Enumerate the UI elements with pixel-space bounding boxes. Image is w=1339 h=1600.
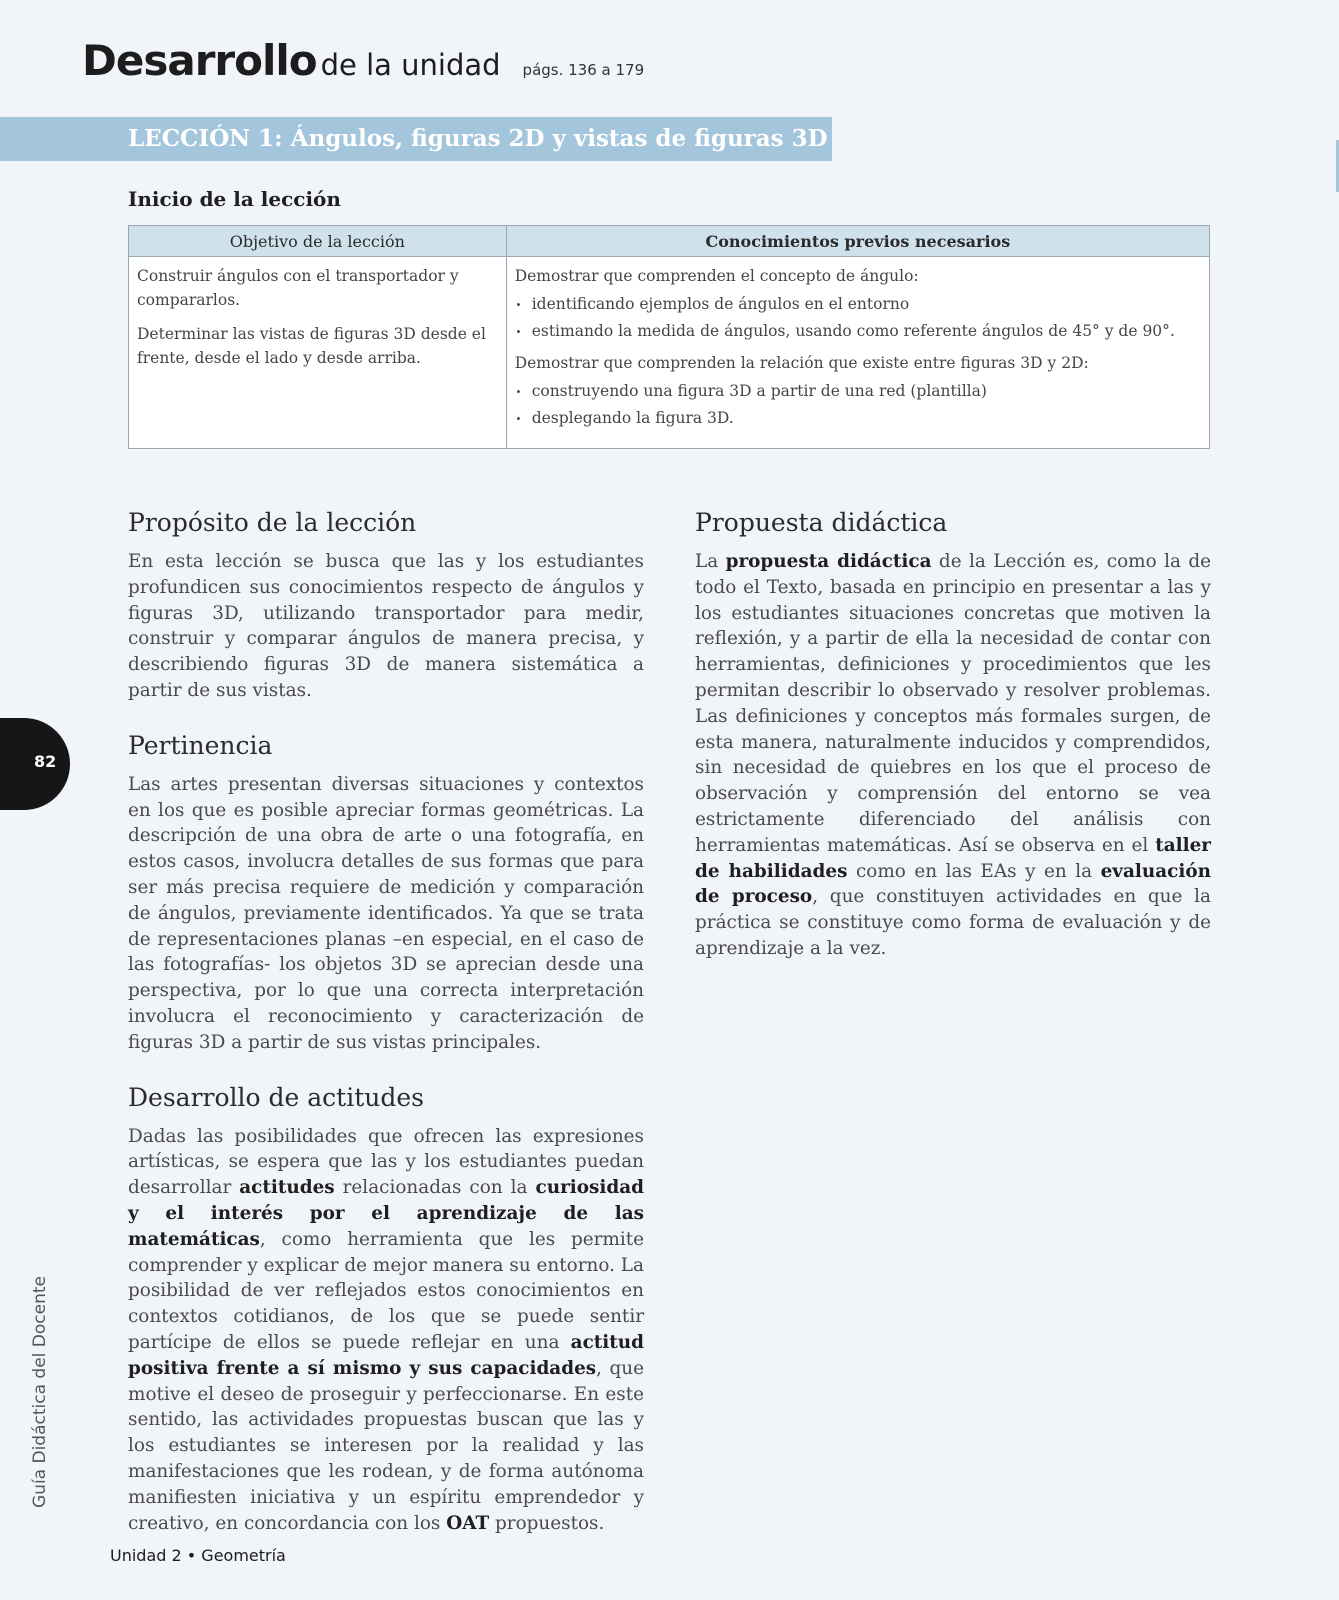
knowledge-list xyxy=(515,378,1201,432)
left-column xyxy=(128,505,644,1536)
lesson-objectives-table xyxy=(128,225,1210,449)
table-header-row xyxy=(129,226,1210,257)
objective-cell xyxy=(129,257,507,449)
right-column xyxy=(695,505,1211,962)
text-run: , que constituyen actividades en que la práctica se constituye como forma de evaluación y de aprendizaje a la vez. xyxy=(695,886,1211,959)
text-run: Dadas las posibilidades que ofrecen las expresiones artísticas, se espera que las y los estudiantes puedan desarrollar xyxy=(128,1125,644,1199)
list-item: · estimando la medida de ángulos, usando como referente ángulos de 45° y de 90°. xyxy=(515,318,1201,345)
actitudes-text xyxy=(128,1124,644,1537)
bold-term: taller de habilidades xyxy=(695,834,1211,882)
propuesta-text xyxy=(695,549,1211,962)
bold-term: actitud positiva frente a sí mismo y sus capacidades xyxy=(128,1331,644,1379)
bold-term: actitudes xyxy=(239,1177,335,1199)
text-run: como en las EAs y en la xyxy=(847,860,1101,882)
bold-term: propuesta didáctica xyxy=(725,551,932,572)
page-number-tab xyxy=(0,718,70,810)
text-run: propuestos. xyxy=(489,1512,605,1534)
list-item: · desplegando la figura 3D. xyxy=(515,405,1201,432)
lesson-banner xyxy=(0,117,832,161)
side-label: Guía Didáctica del Docente xyxy=(30,1276,50,1508)
lesson-title: LECCIÓN 1: Ángulos, figuras 2D y vistas de figuras 3D xyxy=(128,125,828,152)
objective-item: Determinar las vistas de figuras 3D desde el frente, desde el lado y desde arriba. xyxy=(137,325,486,367)
text-run: La xyxy=(695,551,726,572)
page-number: 82 xyxy=(34,752,57,771)
inicio-heading: Inicio de la lección xyxy=(128,187,341,211)
text-run: relacionadas con la xyxy=(334,1177,536,1199)
knowledge-header: Conocimientos previos necesarios xyxy=(506,226,1209,257)
knowledge-cell xyxy=(506,257,1209,449)
propuesta-heading: Propuesta didáctica xyxy=(695,508,948,537)
text-run: , como herramienta que les permite comprender y explicar de mejor manera su entorno. La posibilidad de ver reflejados estos conocimientos en contextos cotidianos, de los que se puede sentir partícipe de ellos se puede reflejar en una xyxy=(128,1228,644,1353)
actitudes-heading: Desarrollo de actitudes xyxy=(128,1082,424,1112)
pertinencia-heading: Pertinencia xyxy=(128,730,273,760)
footer: Unidad 2 • Geometría xyxy=(110,1546,286,1565)
objective-header: Objetivo de la lección xyxy=(129,226,507,257)
bold-term: OAT xyxy=(446,1512,490,1534)
pertinencia-text: Las artes presentan diversas situaciones y contextos en los que es posible apreciar formas geométricas. La descripción de una obra de arte o una fotografía, en estos casos, involucra detalles de sus formas que para ser más precisa requiere de medición y comparación de ángulos, previamente identificados. Ya que se trata de representaciones planas –en especial, en el caso de las fotografías- los objetos 3D se aprecian desde una perspectiva, por lo que una correcta interpretación involucra el reconocimiento y caracterización de figuras 3D a partir de sus vistas principales. xyxy=(128,773,644,1053)
knowledge-intro: Demostrar que comprenden la relación que existe entre figuras 3D y 2D: xyxy=(514,354,1089,372)
text-run: de la Lección es, como la de todo el Texto, basada en principio en presentar a las y los estudiantes situaciones concretas que motiven la reflexión, y a partir de ella la necesidad de contar con herramientas, definiciones y procedimientos que les permitan describir lo observado y resolver problemas. Las definiciones y conceptos más formales surgen, de esta manera, naturalmente inducidos y comprendidos, sin necesidad de quiebres en los que el proceso de observación y comprensión del entorno se vea estrictamente diferenciado del análisis con herramientas matemáticas. Así se observa en el xyxy=(695,551,1211,856)
page-range: págs. 136 a 179 xyxy=(522,61,645,79)
objective-item: Construir ángulos con el transportador y compararlos. xyxy=(137,267,459,309)
title-rest: de la unidad xyxy=(320,48,501,82)
proposito-heading: Propósito de la lección xyxy=(128,508,417,537)
proposito-text: En esta lección se busca que las y los estudiantes profundicen sus conocimientos respecto de ángulos y figuras 3D, utilizando transportador para medir, construir y comparar ángulos de manera precisa, y describiendo figuras 3D de manera sistemática a partir de sus vistas. xyxy=(128,551,644,701)
list-item: · construyendo una figura 3D a partir de una red (plantilla) xyxy=(515,378,1201,405)
title-bold: Desarrollo xyxy=(82,36,317,85)
page-title xyxy=(82,36,644,85)
bold-term: evaluación de proceso xyxy=(695,860,1211,908)
text-run: , que motive el deseo de proseguir y perfeccionarse. En este sentido, las actividades propuestas buscan que las y los estudiantes se interesen por la realidad y las manifestaciones que les rodean, y de forma autónoma manifiesten iniciativa y un espíritu emprendedor y creativo, en concordancia con los xyxy=(128,1357,644,1534)
knowledge-list xyxy=(515,291,1201,345)
table-row xyxy=(129,257,1210,449)
knowledge-intro: Demostrar que comprenden el concepto de ángulo: xyxy=(514,267,919,285)
bold-term: curiosidad y el interés por el aprendizaje de las matemáticas xyxy=(128,1177,644,1250)
list-item: · identificando ejemplos de ángulos en el entorno xyxy=(515,291,1201,318)
